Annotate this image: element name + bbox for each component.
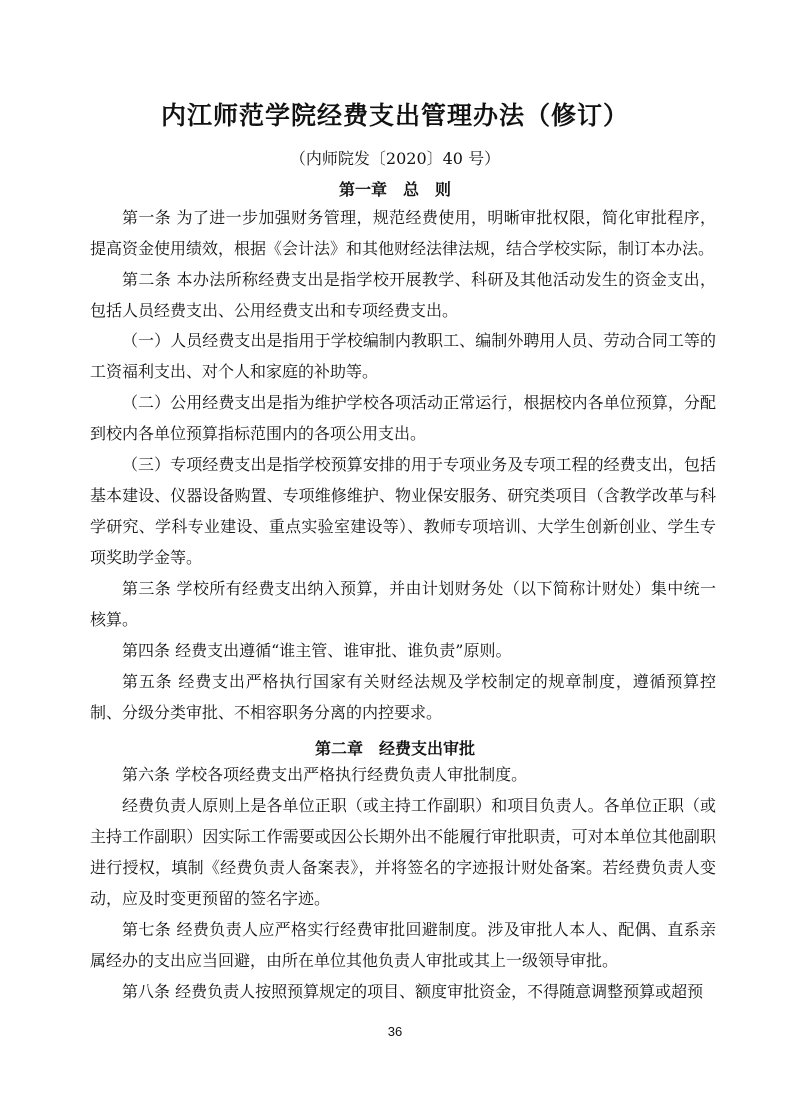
- body-paragraph: 经费负责人原则上是各单位正职（或主持工作副职）和项目负责人。各单位正职（或主持工作副职）因实际工作需要或因公长期外出不能履行审批职责，可对本单位其他副职进行授权，填制《经费负责人备案表》，并将签名的字迹报计财处备案。若经费负责人变动，应及时变更预留的签名字迹。: [90, 796, 716, 908]
- chapter-heading: 第一章 总 则: [338, 180, 451, 199]
- document-title: 内江师范学院经费支出管理办法（修订）: [160, 101, 629, 130]
- clause-paragraph: （三）专项经费支出是指学校预算安排的用于专项业务及专项工程的经费支出，包括基本建设、仪器设备购置、专项维修维护、物业保安服务、研究类项目（含教学改革与科学研究、学科专业建设、重点实验室建设等）、教师专项培训、大学生创新创业、学生专项奖助学金等。: [90, 455, 716, 567]
- article-paragraph: 第一条 为了进一步加强财务管理，规范经费使用，明晰审批权限，简化审批程序，提高资金使用绩效，根据《会计法》和其他财经法律法规，结合学校实际，制订本办法。: [90, 208, 716, 258]
- article-paragraph: 第八条 经费负责人按照预算规定的项目、额度审批资金，不得随意调整预算或超预: [122, 982, 704, 1001]
- article-paragraph: 第六条 学校各项经费支出严格执行经费负责人审批制度。: [122, 765, 528, 784]
- article-paragraph: 第二条 本办法所称经费支出是指学校开展教学、科研及其他活动发生的资金支出，包括人员经费支出、公用经费支出和专项经费支出。: [90, 270, 716, 320]
- document-number: （内师院发〔2020〕40 号）: [289, 149, 501, 168]
- clause-paragraph: （一）人员经费支出是指用于学校编制内教职工、编制外聘用人员、劳动合同工等的工资福利支出、对个人和家庭的补助等。: [90, 331, 716, 381]
- article-paragraph: 第五条 经费支出严格执行国家有关财经法规及学校制定的规章制度，遵循预算控制、分级分类审批、不相容职务分离的内控要求。: [90, 672, 716, 722]
- page-number: 36: [387, 1024, 403, 1039]
- clause-paragraph: （二）公用经费支出是指为维护学校各项活动正常运行，根据校内各单位预算，分配到校内各单位预算指标范围内的各项公用支出。: [90, 393, 716, 443]
- chapter-heading: 第二章 经费支出审批: [314, 739, 475, 758]
- article-paragraph: 第三条 学校所有经费支出纳入预算，并由计划财务处（以下简称计财处）集中统一核算。: [90, 579, 716, 629]
- article-paragraph: 第四条 经费支出遵循“谁主管、谁审批、谁负责”原则。: [122, 641, 512, 660]
- article-paragraph: 第七条 经费负责人应严格实行经费审批回避制度。涉及审批人本人、配偶、直系亲属经办的支出应当回避，由所在单位其他负责人审批或其上一级领导审批。: [90, 920, 716, 970]
